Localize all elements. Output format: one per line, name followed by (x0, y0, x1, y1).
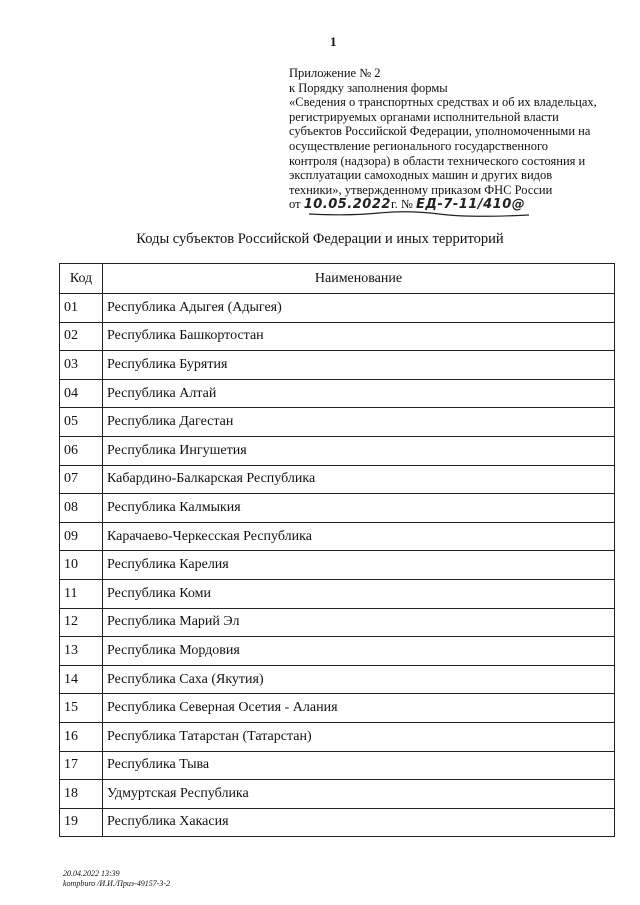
header-line: регистрируемых органами исполнительной власти (289, 109, 559, 124)
table-row (60, 465, 615, 494)
row-name: Республика Карелия (103, 551, 615, 580)
row-code: 13 (60, 637, 103, 666)
page-number: 1 (330, 34, 337, 49)
table-row (60, 351, 615, 380)
header-line: «Сведения о транспортных средствах и об их владельцах, (289, 95, 597, 110)
row-code: 18 (60, 780, 103, 809)
row-name: Карачаево-Черкесская Республика (103, 522, 615, 551)
table-row (60, 780, 615, 809)
table-row (60, 436, 615, 465)
row-name: Республика Бурятия (103, 351, 615, 380)
row-code: 02 (60, 322, 103, 351)
row-code: 07 (60, 465, 103, 494)
table-row (60, 322, 615, 351)
table-row (60, 637, 615, 666)
table-row (60, 522, 615, 551)
table-row (60, 379, 615, 408)
appendix-header (289, 66, 619, 213)
row-code: 08 (60, 494, 103, 523)
header-line: эксплуатации самоходных машин и других видов (289, 168, 553, 183)
order-number-handwritten: ЕД-7-11/410@ (415, 197, 526, 213)
row-code: 05 (60, 408, 103, 437)
row-code: 06 (60, 436, 103, 465)
row-name: Республика Ингушетия (103, 436, 615, 465)
row-name: Республика Марий Эл (103, 608, 615, 637)
table-row (60, 551, 615, 580)
row-code: 03 (60, 351, 103, 380)
table-row (60, 722, 615, 751)
column-header-name: Наименование (103, 264, 615, 294)
table-row (60, 494, 615, 523)
table-row (60, 294, 615, 323)
row-name: Республика Башкортостан (103, 322, 615, 351)
header-line: техники», утвержденному приказом ФНС России (289, 182, 553, 197)
header-line: осуществление регионального государственного (289, 138, 549, 153)
row-code: 09 (60, 522, 103, 551)
footer-timestamp: 20.04.2022 13:39 (63, 869, 120, 878)
row-name: Кабардино-Балкарская Республика (103, 465, 615, 494)
table-row (60, 665, 615, 694)
header-line: субъектов Российской Федерации, уполномоченными на (289, 124, 591, 139)
row-code: 12 (60, 608, 103, 637)
table-row (60, 408, 615, 437)
header-line: контроля (надзора) в области технического состояния и (289, 153, 586, 168)
row-name: Республика Алтай (103, 379, 615, 408)
table-row (60, 608, 615, 637)
print-footer (63, 869, 170, 888)
table-row (60, 579, 615, 608)
table-row (60, 808, 615, 837)
row-name: Республика Коми (103, 579, 615, 608)
row-name: Республика Калмыкия (103, 494, 615, 523)
row-code: 14 (60, 665, 103, 694)
region-codes-table (59, 263, 615, 837)
footer-document-id: kompburo /И.И./Приз-49157-3-2 (63, 878, 171, 888)
row-code: 04 (60, 379, 103, 408)
row-name: Удмуртская Республика (103, 780, 615, 809)
order-mid: г. № (390, 197, 413, 212)
row-name: Республика Хакасия (103, 808, 615, 837)
row-code: 17 (60, 751, 103, 780)
table-row (60, 751, 615, 780)
column-header-code: Код (60, 264, 103, 294)
handwriting-underline (289, 197, 619, 217)
row-name: Республика Мордовия (103, 637, 615, 666)
row-name: Республика Саха (Якутия) (103, 665, 615, 694)
row-code: 15 (60, 694, 103, 723)
row-code: 11 (60, 579, 103, 608)
header-line: Приложение № 2 (289, 66, 381, 80)
row-name: Республика Тыва (103, 751, 615, 780)
header-line: к Порядку заполнения формы (289, 80, 448, 95)
table-row (60, 694, 615, 723)
row-name: Республика Северная Осетия - Алания (103, 694, 615, 723)
row-name: Республика Адыгея (Адыгея) (103, 294, 615, 323)
order-reference-line (289, 197, 619, 213)
table-header-row (60, 264, 615, 294)
order-prefix: от (289, 197, 301, 212)
row-code: 16 (60, 722, 103, 751)
row-name: Республика Татарстан (Татарстан) (103, 722, 615, 751)
order-date-handwritten: 10.05.2022 (303, 197, 391, 213)
row-code: 01 (60, 294, 103, 323)
document-title: Коды субъектов Российской Федерации и иных территорий (136, 231, 504, 247)
row-code: 10 (60, 551, 103, 580)
row-code: 19 (60, 808, 103, 837)
row-name: Республика Дагестан (103, 408, 615, 437)
